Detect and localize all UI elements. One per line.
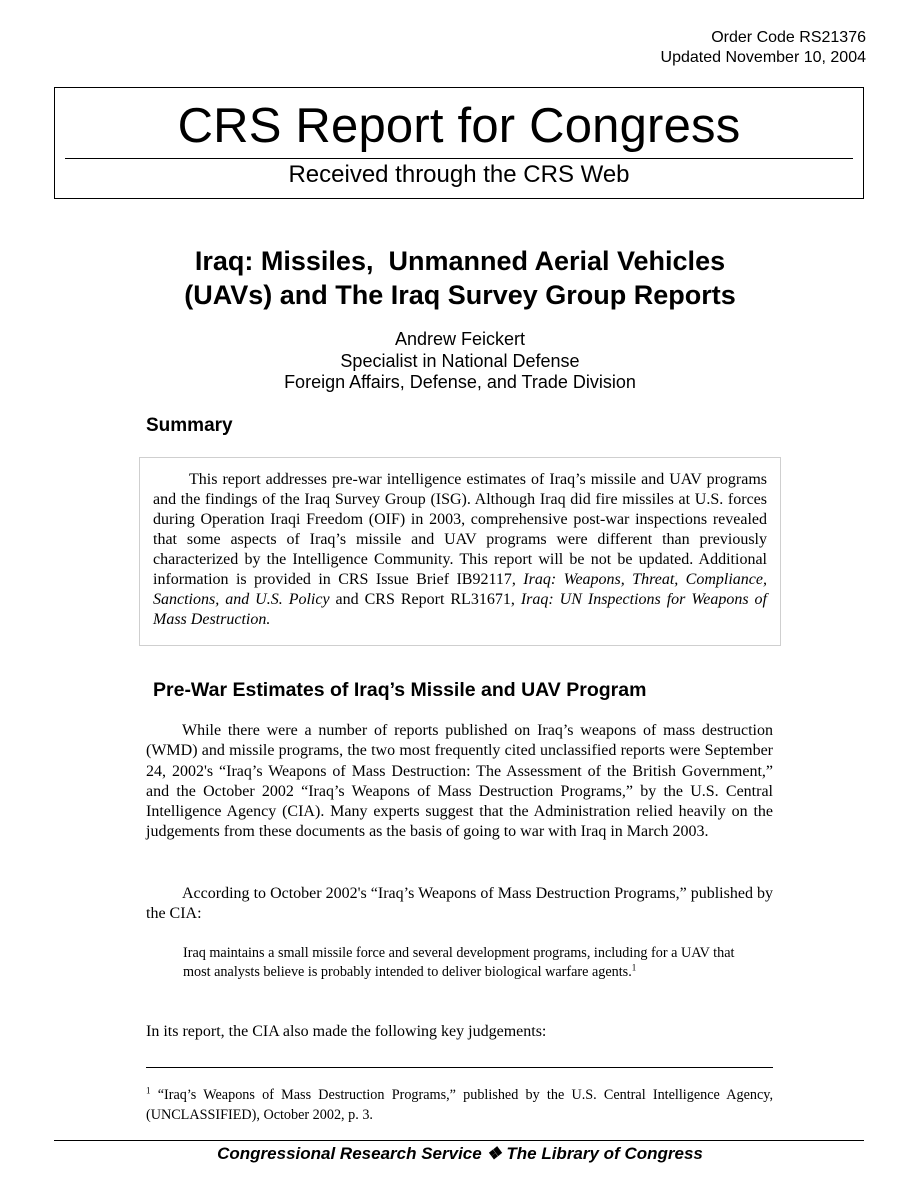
paragraph-1: While there were a number of reports published on Iraq’s weapons of mass destruction (WMD) and missile programs, the two most frequently cited unclassified reports were September 24, 2002's “Iraq’s Weapons of Mass Destruction: The Assessment of the British Government,” and the October 2002 “Iraq’s Weapons of Mass Destruction Programs,” by the U.S. Central Intelligence Agency (CIA). Many experts suggest that the Administration relied heavily on the judgements from these documents as the basis of going to war with Iraq in March 2003. — [146, 722, 773, 841]
banner-title: CRS Report for Congress — [177, 99, 741, 153]
paragraph-2: According to October 2002's “Iraq’s Weapons of Mass Destruction Programs,” published by the CIA: — [146, 885, 773, 923]
order-code-block — [661, 28, 866, 68]
author-name: Andrew Feickert — [394, 329, 526, 349]
footnote-marker: 1 — [146, 1085, 151, 1096]
summary-ref-rl31671-title: Iraq: UN Inspections for Weapons of Mass Destruction. — [153, 591, 767, 628]
summary-text-part: This report addresses pre-war intelligence estimates of Iraq’s missile and UAV programs and the findings of the Iraq Survey Group (ISG). Although Iraq did fire missiles at U.S. forces during Operation Iraqi Freedom (OIF) in 2003, comprehensive post-war inspections revealed that some aspects of Iraq’s missile and UAV programs were different than previously characterized by the Intelligence Community. This report will be not be updated. Additional information is provided in CRS Issue Brief IB92117, — [153, 471, 767, 588]
document-title-line-2: (UAVs) and The Iraq Survey Group Reports — [184, 280, 736, 310]
block-quote-text: Iraq maintains a small missile force and several development programs, including for a UAV that most analysts believe is probably intended to deliver biological warfare agents. — [183, 945, 735, 980]
banner-subtitle: Received through the CRS Web — [288, 161, 630, 188]
report-banner — [54, 87, 864, 199]
byline — [0, 329, 920, 394]
footnote-text: “Iraq’s Weapons of Mass Destruction Programs,” published by the U.S. Central Intelligence Agency,(UNCLASSIFIED), October 2002, p. 3. — [146, 1087, 773, 1123]
updated-date: Updated November 10, 2004 — [660, 49, 866, 66]
banner-divider — [65, 158, 853, 159]
author-division: Foreign Affairs, Defense, and Trade Division — [284, 372, 636, 392]
document-title-line-1: Iraq: Missiles, Unmanned Aerial Vehicles — [194, 246, 726, 276]
summary-heading: Summary — [146, 415, 233, 436]
block-quote — [183, 944, 743, 981]
footer-divider — [54, 1140, 864, 1141]
page-footer: Congressional Research Service ❖ The Library of Congress — [217, 1144, 703, 1163]
summary-text — [153, 470, 767, 630]
summary-text-part: and CRS Report RL31671, — [329, 591, 521, 608]
summary-ref-ib92117-title: Iraq: Weapons, Threat, Compliance, Sanctions, and U.S. Policy — [153, 571, 768, 608]
author-title: Specialist in National Defense — [340, 350, 580, 371]
order-code: Order Code RS21376 — [711, 29, 866, 46]
footnote-reference[interactable]: 1 — [631, 961, 637, 972]
summary-box — [139, 457, 781, 646]
paragraph-3: In its report, the CIA also made the following key judgements: — [146, 1023, 547, 1040]
footnote — [146, 1085, 773, 1125]
section-heading: Pre-War Estimates of Iraq’s Missile and UAV Program — [153, 679, 647, 701]
footnote-divider — [146, 1067, 773, 1068]
document-title — [0, 244, 920, 312]
